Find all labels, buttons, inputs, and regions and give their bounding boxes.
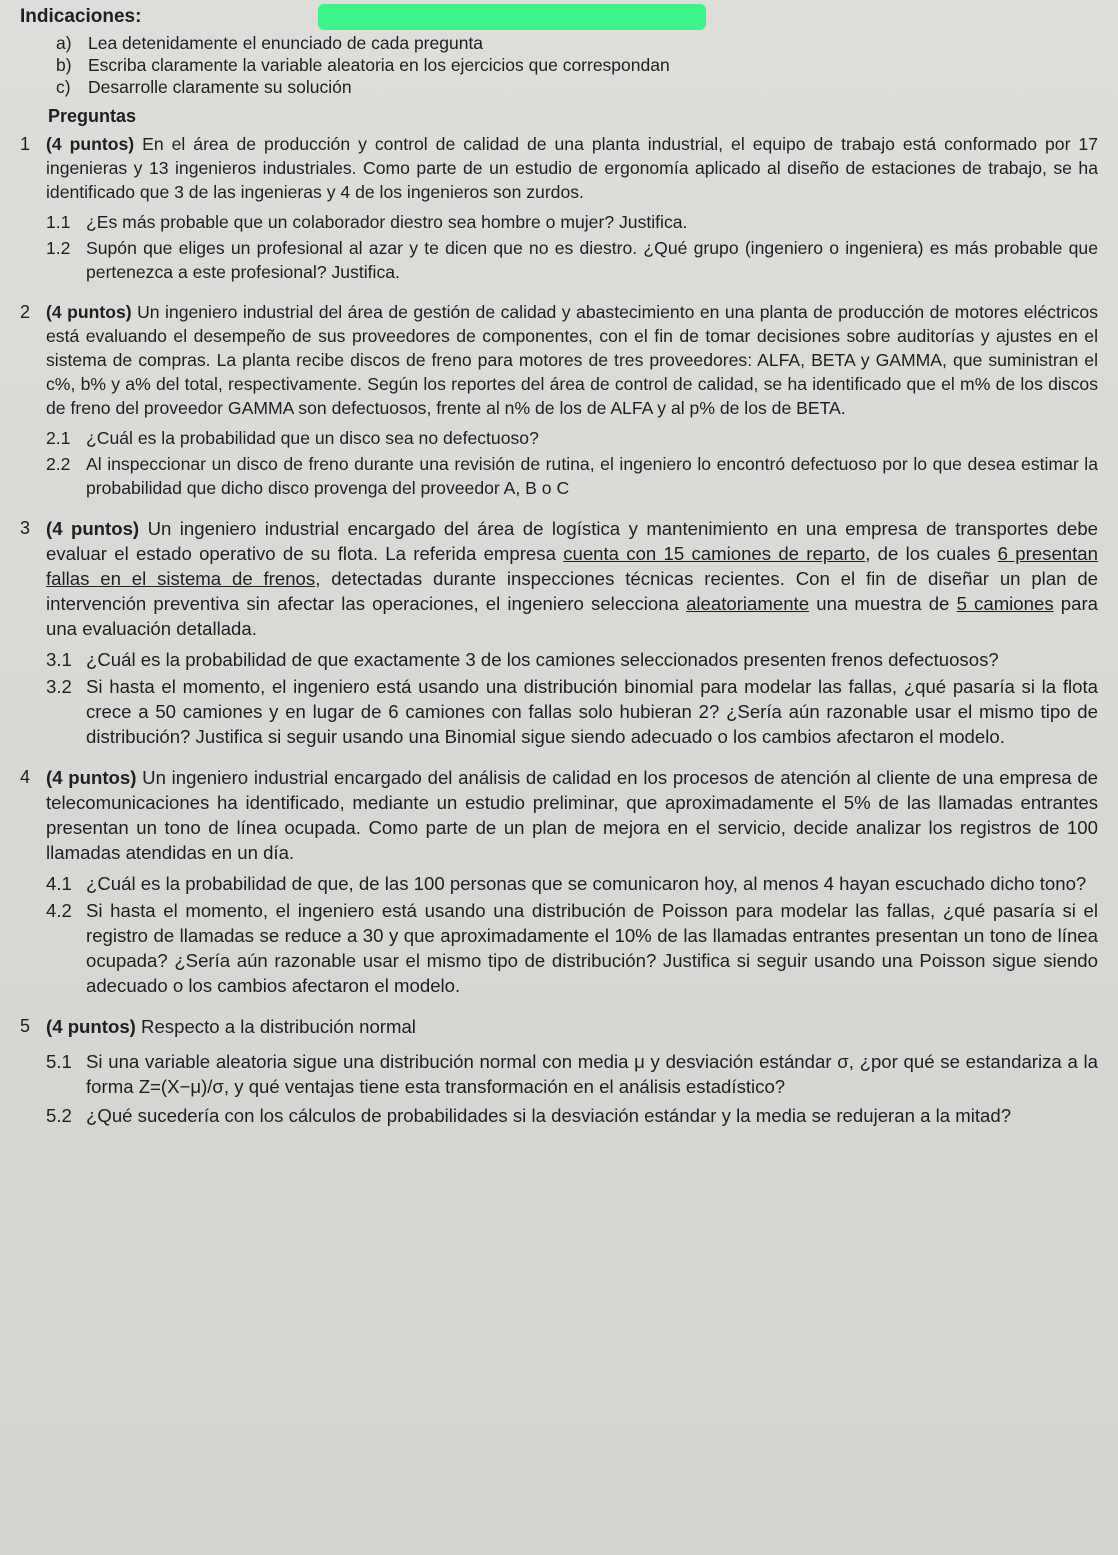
question-text: En el área de producción y control de calidad de una planta industrial, el equipo de trabajo está conformado por 17 ingenieras y 13 ingenieros industriales. Como parte de un estudio de ergonomía aplicado al diseño de estaciones de trabajo, se ha identificado que 3 de las ingenieras y 4 de los ingenieros son zurdos.	[46, 134, 1098, 202]
subquestion-1-2	[46, 236, 1098, 284]
question-body	[46, 516, 1098, 641]
subquestion-3-1	[46, 647, 1098, 672]
question-number: 2	[20, 302, 31, 322]
indicacion-item	[56, 76, 1098, 98]
highlight-mark	[318, 4, 706, 30]
subquestion-4-2	[46, 898, 1098, 998]
subquestion-text: Al inspeccionar un disco de freno durante una revisión de rutina, el ingeniero lo encontró defectuoso por lo que desea estimar la probabilidad que dicho disco provenga del proveedor A, B o C	[86, 454, 1098, 498]
subquestion-number: 4.1	[46, 873, 72, 894]
subquestion-number: 4.2	[46, 900, 72, 921]
indicaciones-heading: Indicaciones:	[20, 6, 142, 27]
question-4	[20, 765, 1098, 865]
question-body	[46, 1014, 1098, 1039]
underlined-text: 6 presentan fallas en el sistema de frenos	[46, 543, 1098, 589]
subquestion-number: 5.2	[46, 1105, 72, 1126]
subquestion-text: Si una variable aleatoria sigue una distribución normal con media μ y desviación estándar σ, ¿por qué se estandariza a la forma Z=(X−μ)/σ, y qué ventajas tiene esta transformación en el análisis estadístico?	[86, 1051, 1098, 1097]
underlined-text: cuenta con 15 camiones de reparto	[563, 543, 866, 564]
subquestion-number: 3.1	[46, 649, 72, 670]
question-2	[20, 300, 1098, 420]
indicacion-text: Escriba claramente la variable aleatoria en los ejercicios que correspondan	[88, 55, 670, 75]
question-5	[20, 1014, 1098, 1039]
question-points: (4 puntos)	[46, 767, 137, 788]
subquestion-5-1	[46, 1049, 1098, 1099]
subquestion-3-2	[46, 674, 1098, 749]
subquestion-number: 2.1	[46, 428, 71, 448]
question-number: 4	[20, 767, 31, 787]
indicacion-label: b)	[56, 55, 72, 75]
subquestion-text: ¿Es más probable que un colaborador diestro sea hombre o mujer? Justifica.	[86, 212, 688, 232]
indicacion-item	[56, 54, 1098, 76]
question-points: (4 puntos)	[46, 518, 140, 539]
subquestion-number: 2.2	[46, 454, 71, 474]
question-text: Un ingeniero industrial encargado del área de logística y mantenimiento en una empresa de transportes debe evaluar el estado operativo de su flota. La referida empresa	[46, 518, 1099, 564]
subquestion-text: ¿Cuál es la probabilidad de que exactamente 3 de los camiones seleccionados presenten frenos defectuosos?	[86, 649, 999, 670]
indicacion-label: c)	[56, 77, 71, 97]
question-number: 3	[20, 518, 31, 538]
underlined-text: 5 camiones	[956, 593, 1054, 614]
subquestion-2-2	[46, 452, 1098, 500]
subquestion-text: Supón que eliges un profesional al azar y te dicen que no es diestro. ¿Qué grupo (ingeniero o ingeniera) es más probable que pertenezca a este profesional? Justifica.	[86, 238, 1098, 282]
question-points: (4 puntos)	[46, 1016, 136, 1037]
question-points: (4 puntos)	[46, 134, 135, 154]
subquestion-text: ¿Cuál es la probabilidad que un disco sea no defectuoso?	[86, 428, 539, 448]
question-3	[20, 516, 1098, 641]
question-1	[20, 132, 1098, 204]
question-body	[46, 300, 1098, 420]
subquestion-number: 5.1	[46, 1051, 72, 1072]
subquestion-text: ¿Qué sucedería con los cálculos de probabilidades si la desviación estándar y la media se redujeran a la mitad?	[86, 1105, 1012, 1126]
question-body	[46, 765, 1098, 865]
underlined-text: aleatoriamente	[686, 593, 810, 614]
question-number: 1	[20, 134, 31, 154]
subquestion-number: 3.2	[46, 676, 72, 697]
question-text: una muestra de	[816, 593, 950, 614]
question-text: para una evaluación detallada.	[46, 593, 1099, 639]
question-text: Un ingeniero industrial del área de gestión de calidad y abastecimiento en una planta de producción de motores eléctricos está evaluando el desempeño de sus proveedores de componentes, con el fin de tomar decisiones sobre auditorías y ajustes en el sistema de compras. La planta recibe discos de freno para motores de tres proveedores: ALFA, BETA y GAMMA, que suministran el c%, b% y a% del total, respectivamente. Según los reportes del área de control de calidad, se ha identificado que el m% de los discos de freno del proveedor GAMMA son defectuosos, frente al n% de los de ALFA y al p% de los de BETA.	[46, 302, 1098, 418]
question-text: , detectadas durante inspecciones técnicas recientes. Con el fin de diseñar un plan de intervención preventiva sin afectar las operaciones, el ingeniero selecciona	[46, 568, 1099, 614]
subquestion-1-1	[46, 210, 1098, 234]
subquestion-4-1	[46, 871, 1098, 896]
indicacion-text: Desarrolle claramente su solución	[88, 77, 352, 97]
subquestion-5-2	[46, 1103, 1098, 1128]
indicaciones-list	[56, 32, 1098, 98]
subquestion-number: 1.1	[46, 212, 71, 232]
question-body	[46, 132, 1098, 204]
question-points: (4 puntos)	[46, 302, 132, 322]
indicacion-text: Lea detenidamente el enunciado de cada pregunta	[88, 33, 484, 53]
subquestion-text: Si hasta el momento, el ingeniero está usando una distribución de Poisson para modelar las fallas, ¿qué pasaría si el registro de llamadas se reduce a 30 y que aproximadamente el 10% de las llamadas entrantes presentan un tono de línea ocupada? ¿Sería aún razonable usar el mismo tipo de distribución? Justifica si seguir usando una Poisson sigue siendo adecuado o los cambios afectaron el modelo.	[86, 900, 1098, 996]
subquestion-text: ¿Cuál es la probabilidad de que, de las 100 personas que se comunicaron hoy, al menos 4 hayan escuchado dicho tono?	[86, 873, 1087, 894]
subquestion-2-1	[46, 426, 1098, 450]
subquestion-number: 1.2	[46, 238, 71, 258]
question-text: Respecto a la distribución normal	[141, 1016, 416, 1037]
question-text: , de los cuales	[865, 543, 991, 564]
question-text: Un ingeniero industrial encargado del análisis de calidad en los procesos de atención al cliente de una empresa de telecomunicaciones ha identificado, mediante un estudio preliminar, que aproximadamente el 5% de las llamadas entrantes presentan un tono de línea ocupada. Como parte de un plan de mejora en el servicio, decide analizar los registros de 100 llamadas atendidas en un día.	[46, 767, 1099, 863]
indicacion-item	[56, 32, 1098, 54]
subquestion-text: Si hasta el momento, el ingeniero está usando una distribución binomial para modelar las fallas, ¿qué pasaría si la flota crece a 50 camiones y en lugar de 6 camiones con fallas solo hubieran 2? ¿Sería aún razonable usar el mismo tipo de distribución? Justifica si seguir usando una Binomial sigue siendo adecuado o los cambios afectaron el modelo.	[86, 676, 1098, 747]
preguntas-heading: Preguntas	[48, 106, 137, 126]
question-number: 5	[20, 1016, 31, 1036]
indicacion-label: a)	[56, 33, 72, 53]
